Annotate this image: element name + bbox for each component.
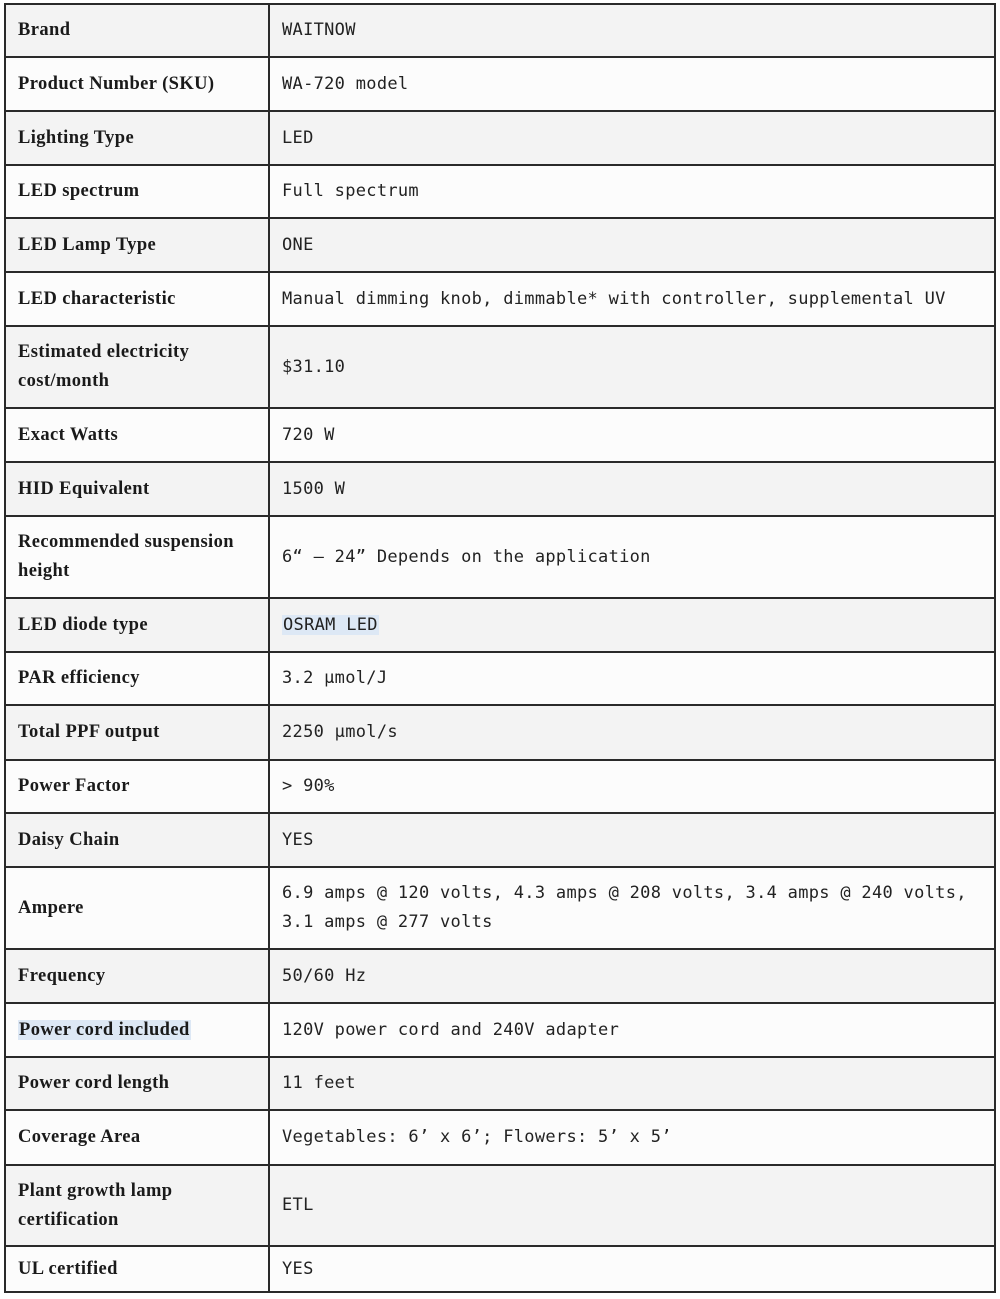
table-row — [5, 813, 995, 867]
spec-value-cell — [269, 462, 995, 516]
spec-value: WA-720 model — [282, 73, 409, 94]
spec-label-cell — [5, 516, 269, 598]
spec-label: Product Number (SKU) — [18, 73, 215, 94]
spec-value-cell — [269, 813, 995, 867]
spec-label-cell — [5, 218, 269, 272]
spec-label: LED characteristic — [18, 288, 176, 309]
spec-label: UL certified — [18, 1258, 118, 1279]
spec-label-cell — [5, 462, 269, 516]
spec-value: WAITNOW — [282, 20, 356, 40]
spec-label-cell — [5, 949, 269, 1003]
spec-value-cell — [269, 272, 995, 326]
spec-value-cell — [269, 1003, 995, 1057]
spec-value-cell — [269, 867, 995, 949]
spec-value: 1500 W — [282, 478, 346, 499]
table-row — [5, 705, 995, 760]
spec-value: 720 W — [282, 424, 335, 445]
table-row — [5, 272, 995, 326]
spec-value: 3.2 μmol/J — [282, 668, 388, 688]
spec-label: Daisy Chain — [18, 829, 120, 850]
spec-label: Power Factor — [18, 776, 130, 796]
table-row — [5, 1165, 995, 1246]
spec-label-cell — [5, 57, 269, 111]
spec-value-cell — [269, 1110, 995, 1165]
spec-table — [4, 3, 996, 1293]
spec-label: LED diode type — [18, 614, 148, 635]
spec-value: 120V power cord and 240V adapter — [282, 1019, 620, 1040]
spec-label: HID Equivalent — [18, 478, 150, 499]
spec-label: Ampere — [18, 897, 84, 918]
spec-value: OSRAM LED — [283, 614, 378, 635]
spec-label: LED Lamp Type — [18, 234, 157, 255]
spec-label: Lighting Type — [18, 127, 135, 148]
table-row — [5, 218, 995, 272]
spec-value-cell — [269, 1057, 995, 1110]
spec-label: Exact Watts — [18, 424, 119, 445]
spec-value: LED — [282, 127, 314, 148]
spec-value-cell — [269, 408, 995, 462]
table-row — [5, 408, 995, 462]
spec-label-cell — [5, 4, 269, 57]
spec-value-cell — [269, 516, 995, 598]
spec-value-cell — [269, 652, 995, 705]
spec-value: 50/60 Hz — [282, 965, 367, 986]
spec-label: Frequency — [18, 965, 106, 986]
spec-label: Power cord included — [19, 1019, 190, 1040]
spec-label: Total PPF output — [18, 722, 160, 742]
spec-label: Power cord length — [18, 1073, 170, 1093]
spec-value-cell — [269, 949, 995, 1003]
spec-value: 11 feet — [282, 1073, 356, 1093]
spec-value-cell — [269, 598, 995, 652]
spec-label: Brand — [18, 20, 71, 40]
spec-value-cell — [269, 1165, 995, 1246]
spec-label-cell — [5, 867, 269, 949]
table-row — [5, 1110, 995, 1165]
spec-value: YES — [282, 829, 314, 850]
spec-label-cell — [5, 652, 269, 705]
spec-value-cell — [269, 111, 995, 165]
spec-value-cell — [269, 57, 995, 111]
spec-value: Full spectrum — [282, 181, 419, 201]
spec-label-cell — [5, 598, 269, 652]
spec-table-body — [5, 4, 995, 1292]
spec-label-cell — [5, 760, 269, 813]
spec-value: 6“ – 24” Depends on the application — [282, 546, 651, 567]
table-row — [5, 57, 995, 111]
spec-label: Estimated electricity cost/month — [18, 342, 190, 391]
table-row — [5, 598, 995, 652]
table-row — [5, 867, 995, 949]
spec-label-cell — [5, 326, 269, 408]
spec-label: LED spectrum — [18, 181, 140, 201]
spec-value: ONE — [282, 234, 314, 255]
spec-label: Plant growth lamp certification — [18, 1180, 173, 1230]
table-row — [5, 1246, 995, 1292]
table-row — [5, 4, 995, 57]
spec-value: Vegetables: 6’ x 6’; Flowers: 5’ x 5’ — [282, 1127, 672, 1147]
spec-label-cell — [5, 1003, 269, 1057]
table-row — [5, 326, 995, 408]
table-row — [5, 462, 995, 516]
spec-label-cell — [5, 272, 269, 326]
spec-value: 2250 μmol/s — [282, 722, 398, 742]
spec-label-cell — [5, 1110, 269, 1165]
spec-value: YES — [282, 1258, 314, 1279]
table-row — [5, 652, 995, 705]
spec-value: 6.9 amps @ 120 volts, 4.3 amps @ 208 volts, 3.4 amps @ 240 volts, 3.1 amps @ 277 volts — [282, 883, 967, 932]
spec-value-cell — [269, 326, 995, 408]
spec-label-cell — [5, 165, 269, 218]
spec-value: Manual dimming knob, dimmable* with controller, supplemental UV — [282, 288, 946, 309]
spec-label: Recommended suspension height — [18, 532, 234, 581]
spec-value: ETL — [282, 1195, 314, 1215]
table-row — [5, 760, 995, 813]
table-row — [5, 1003, 995, 1057]
spec-label: Coverage Area — [18, 1127, 141, 1147]
spec-label: PAR efficiency — [18, 668, 140, 688]
spec-label-cell — [5, 1057, 269, 1110]
spec-label-cell — [5, 705, 269, 760]
spec-label-cell — [5, 1246, 269, 1292]
table-row — [5, 516, 995, 598]
table-row — [5, 1057, 995, 1110]
table-row — [5, 165, 995, 218]
spec-value-cell — [269, 760, 995, 813]
table-row — [5, 111, 995, 165]
spec-value-cell — [269, 4, 995, 57]
table-row — [5, 949, 995, 1003]
spec-label-cell — [5, 111, 269, 165]
spec-value-cell — [269, 218, 995, 272]
spec-value-cell — [269, 165, 995, 218]
spec-value: $31.10 — [282, 356, 346, 377]
spec-label-cell — [5, 408, 269, 462]
spec-value: > 90% — [282, 776, 335, 796]
spec-value-cell — [269, 1246, 995, 1292]
spec-label-cell — [5, 1165, 269, 1246]
spec-value-cell — [269, 705, 995, 760]
spec-label-cell — [5, 813, 269, 867]
